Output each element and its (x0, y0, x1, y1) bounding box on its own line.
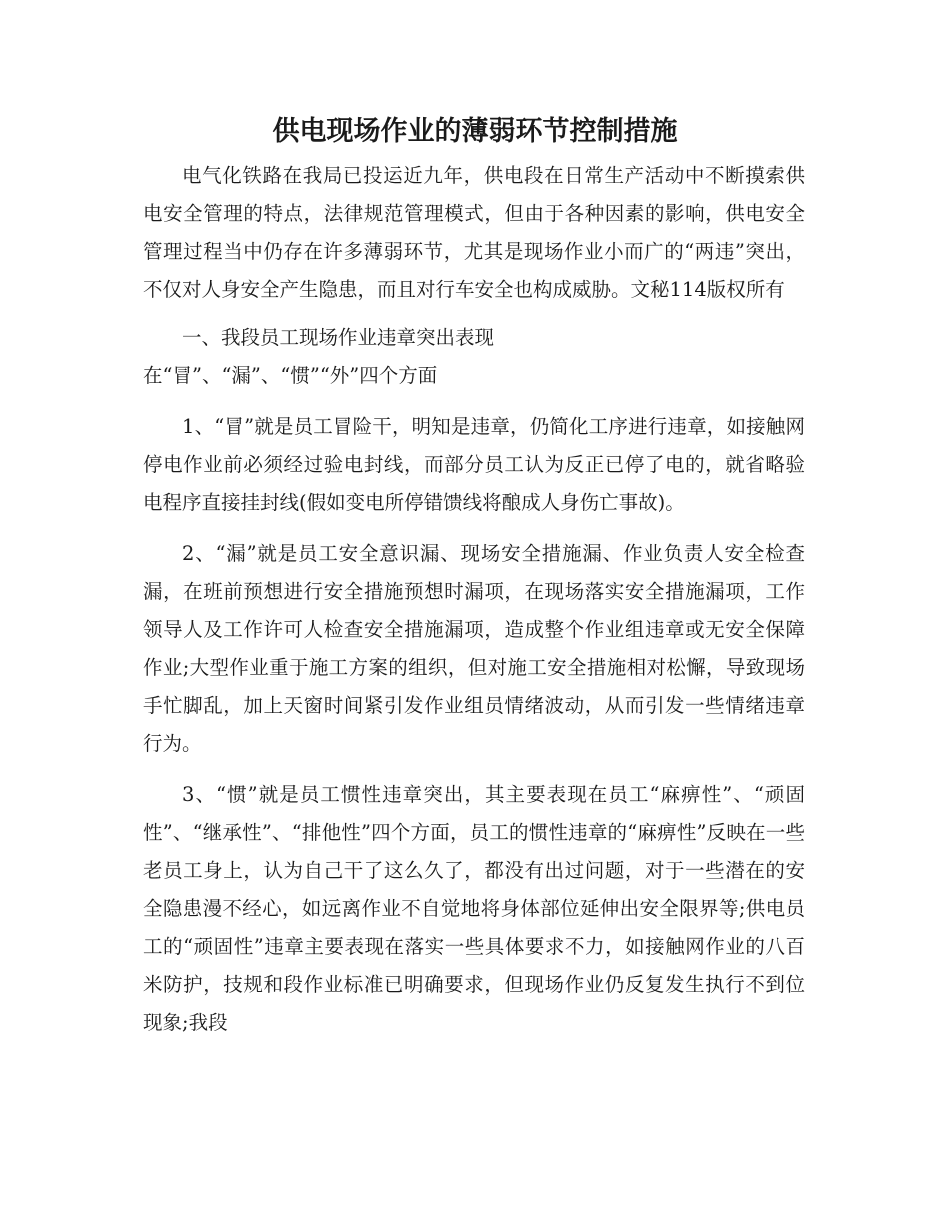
intro-paragraph: 电气化铁路在我局已投运近九年，供电段在日常生产活动中不断摸索供电安全管理的特点，法律规范管理模式，但由于各种因素的影响，供电安全管理过程当中仍存在许多薄弱环节，尤其是现场作业小而广的“两违”突出，不仅对人身安全产生隐患，而且对行车安全也构成威胁。文秘114版权所有 (143, 164, 805, 301)
item-3-paragraph: 3、“惯”就是员工惯性违章突出，其主要表现在员工“麻痹性”、“顽固性”、“继承性”、“排他性”四个方面，员工的惯性违章的“麻痹性”反映在一些老员工身上，认为自己干了这么久了，都没有出过问题，对于一些潜在的安全隐患漫不经心，如远离作业不自觉地将身体部位延伸出安全限界等;供电员工的“顽固性”违章主要表现在落实一些具体要求不力，如接触网作业的八百米防护，技规和段作业标准已明确要求，但现场作业仍反复发生执行不到位现象;我段 (143, 783, 805, 1034)
document-body (143, 157, 805, 1042)
section-heading: 一、我段员工现场作业违章突出表现 (182, 326, 495, 349)
section-subheading: 在“冒”、“漏”、“惯”“外”四个方面 (143, 364, 438, 387)
item-2-paragraph: 2、“漏”就是员工安全意识漏、现场安全措施漏、作业负责人安全检查漏，在班前预想进行安全措施预想时漏项，在现场落实安全措施漏项，工作领导人及工作许可人检查安全措施漏项，造成整个作业组违章或无安全保障作业;大型作业重于施工方案的组织，但对施工安全措施相对松懈，导致现场手忙脚乱，加上天窗时间紧引发作业组员情绪波动，从而引发一些情绪违章行为。 (143, 542, 805, 755)
item-1-paragraph: 1、“冒”就是员工冒险干，明知是违章，仍简化工序进行违章，如接触网停电作业前必须经过验电封线，而部分员工认为反正已停了电的，就省略验电程序直接挂封线(假如变电所停错馈线将酿成人身伤亡事故)。 (143, 415, 805, 514)
document-title: 供电现场作业的薄弱环节控制措施 (272, 116, 678, 147)
